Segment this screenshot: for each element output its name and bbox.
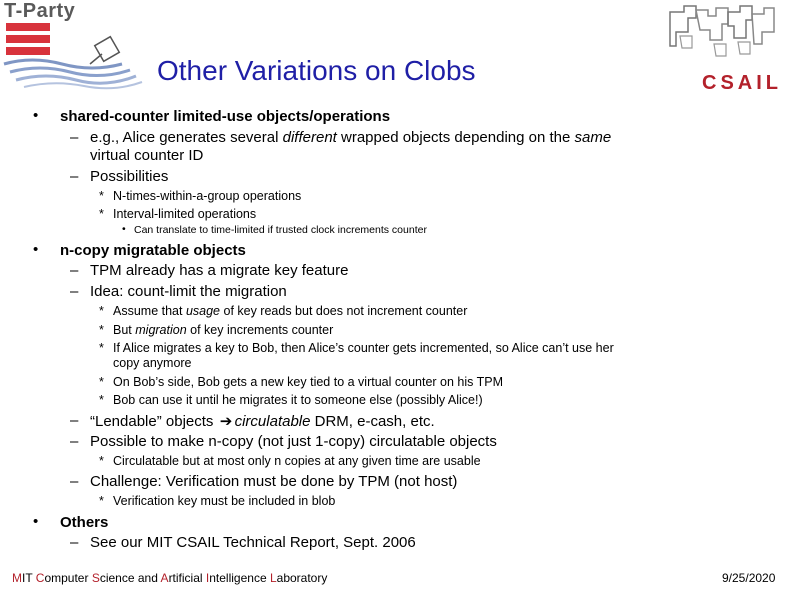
star-bullet-icon: * bbox=[99, 454, 104, 468]
footer-lab-name bbox=[12, 571, 327, 585]
star-bullet-icon: * bbox=[99, 207, 104, 221]
assume-em: usage bbox=[185, 304, 221, 318]
lend-a: “Lendable” objects bbox=[90, 413, 218, 430]
bullet-dot-icon: • bbox=[122, 223, 126, 235]
footer-lab-part: L bbox=[269, 571, 277, 585]
bullet-others: Others bbox=[60, 514, 109, 531]
footer-lab-part: I bbox=[205, 571, 210, 585]
footer-date: 9/25/2020 bbox=[722, 571, 776, 585]
item-but bbox=[113, 323, 333, 337]
lend-b: DRM, e-cash, etc. bbox=[310, 413, 435, 430]
eg-text-b: wrapped objects depending on the bbox=[336, 129, 575, 146]
dash-icon: – bbox=[70, 262, 79, 279]
sub-bullet-eg bbox=[90, 129, 611, 146]
footer-lab-part: rtificial bbox=[168, 571, 206, 585]
csail-logo-text: CSAIL bbox=[702, 72, 782, 94]
arrow-right-icon: ➔ bbox=[219, 413, 233, 430]
slide-title: Other Variations on Clobs bbox=[157, 55, 476, 86]
dash-icon: – bbox=[70, 129, 79, 146]
bullet-shared-counter: shared-counter limited-use objects/operations bbox=[60, 108, 391, 125]
footer-lab-part: ntelligence bbox=[209, 571, 270, 585]
sub-bullet-eg-cont: virtual counter ID bbox=[90, 147, 204, 164]
assume-b: of key reads but does not increment counter bbox=[220, 304, 468, 318]
item-if-alice-cont: copy anymore bbox=[113, 356, 192, 370]
footer-lab-part: cience and bbox=[99, 571, 161, 585]
tparty-logo-graphic bbox=[2, 20, 152, 95]
sub-bullet-tpm: TPM already has a migrate key feature bbox=[90, 262, 349, 279]
star-bullet-icon: * bbox=[99, 393, 104, 407]
but-em: migration bbox=[135, 323, 187, 337]
item-on-bob: On Bob’s side, Bob gets a new key tied to a virtual counter on his TPM bbox=[113, 375, 504, 389]
item-ntimes: N-times-within-a-group operations bbox=[113, 189, 302, 203]
item-verification: Verification key must be included in blob bbox=[113, 494, 336, 508]
bullet-dot-icon: • bbox=[33, 107, 39, 124]
bullet-dot-icon: • bbox=[33, 513, 39, 530]
dash-icon: – bbox=[70, 168, 79, 185]
csail-logo-graphic bbox=[666, 2, 786, 72]
dash-icon: – bbox=[70, 534, 79, 551]
bullet-dot-icon: • bbox=[33, 241, 39, 258]
star-bullet-icon: * bbox=[99, 304, 104, 318]
dash-icon: – bbox=[70, 283, 79, 300]
item-interval: Interval-limited operations bbox=[113, 207, 257, 221]
eg-em-different: different bbox=[282, 129, 337, 146]
footer-lab-part: C bbox=[35, 571, 45, 585]
star-bullet-icon: * bbox=[99, 341, 104, 355]
assume-a: Assume that bbox=[113, 304, 186, 318]
dash-icon: – bbox=[70, 433, 79, 450]
dash-icon: – bbox=[70, 473, 79, 490]
item-if-alice: If Alice migrates a key to Bob, then Alice’s counter gets incremented, so Alice can’t use her bbox=[113, 341, 614, 355]
footer-lab-part: A bbox=[160, 571, 169, 585]
sub-bullet-lendable bbox=[90, 412, 435, 430]
sub-bullet-challenge: Challenge: Verification must be done by TPM (not host) bbox=[90, 473, 458, 490]
footer-lab-part: IT bbox=[22, 571, 36, 585]
item-translate: Can translate to time-limited if trusted clock increments counter bbox=[134, 224, 427, 236]
sub-bullet-see-our: See our MIT CSAIL Technical Report, Sept. 2006 bbox=[90, 534, 416, 551]
sub-bullet-possibilities: Possibilities bbox=[90, 168, 169, 185]
item-assume bbox=[113, 304, 467, 318]
item-bob-can: Bob can use it until he migrates it to someone else (possibly Alice!) bbox=[113, 393, 483, 407]
item-circulatable: Circulatable but at most only n copies at any given time are usable bbox=[113, 454, 481, 468]
but-b: of key increments counter bbox=[186, 323, 334, 337]
sub-bullet-idea: Idea: count-limit the migration bbox=[90, 283, 287, 300]
star-bullet-icon: * bbox=[99, 494, 104, 508]
footer-lab-part: omputer bbox=[44, 571, 92, 585]
eg-text-a: e.g., Alice generates several bbox=[90, 129, 283, 146]
bullet-ncopy: n-copy migratable objects bbox=[60, 242, 246, 259]
but-a: But bbox=[113, 323, 136, 337]
lend-em: circulatable bbox=[234, 413, 311, 430]
footer-lab-part: M bbox=[12, 571, 22, 585]
sub-bullet-possible: Possible to make n-copy (not just 1-copy) circulatable objects bbox=[90, 433, 497, 450]
dash-icon: – bbox=[70, 412, 79, 429]
star-bullet-icon: * bbox=[99, 189, 104, 203]
eg-em-same: same bbox=[574, 129, 612, 146]
star-bullet-icon: * bbox=[99, 323, 104, 337]
footer-lab-part: aboratory bbox=[276, 571, 328, 585]
star-bullet-icon: * bbox=[99, 375, 104, 389]
footer-lab-part: S bbox=[91, 571, 100, 585]
tparty-logo-text: T-Party bbox=[4, 0, 76, 22]
